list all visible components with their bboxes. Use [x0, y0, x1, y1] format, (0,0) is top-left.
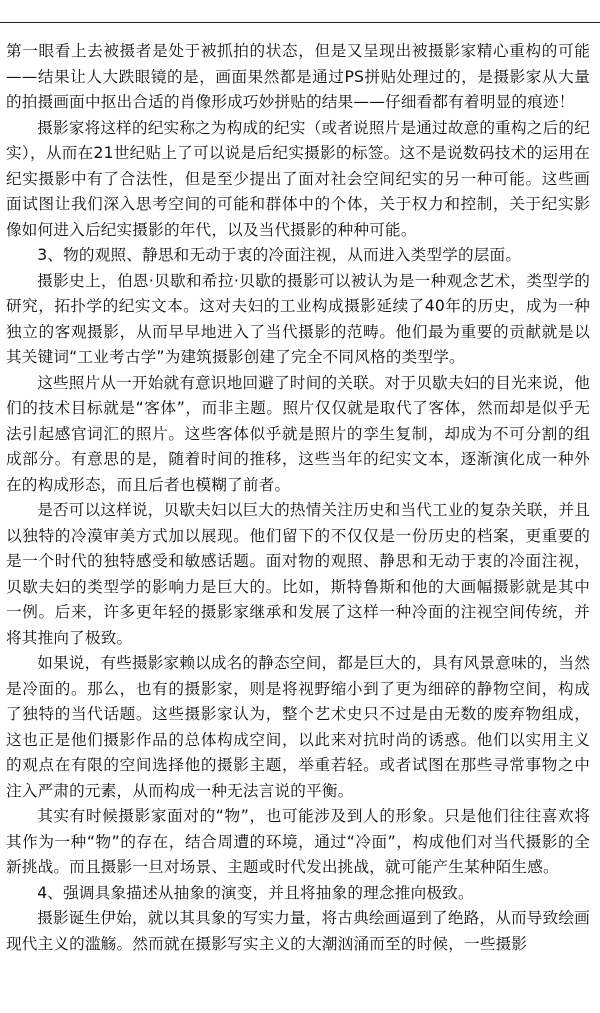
paragraph: 这些照片从一开始就有意识地回避了时间的关联。对于贝歇夫妇的目光来说，他们的技术目标就是“客体”，而非主题。照片仅仅就是取代了客体，然而却是似乎无法引起感官词汇的照片。这些客体似乎就是照片的孪生复制，却成为不可分割的组成部分。有意思的是，随着时间的推移，这些当年的纪实文本，逐渐演化成一种外在的构成形态，而且后者也模糊了前者。 — [6, 373, 590, 494]
paragraph: 摄影诞生伊始，就以其具象的写实力量，将古典绘画逼到了绝路，从而导致绘画现代主义的滥觞。然而就在摄影写实主义的大潮汹涌而至的时候，一些摄影 — [6, 909, 590, 953]
paragraph: 是否可以这样说，贝歇夫妇以巨大的热情关注历史和当代工业的复杂关联，并且以独特的冷漠审美方式加以展现。他们留下的不仅仅是一份历史的档案，更重要的是一个时代的独特感受和敏感话题。面对物的观照、静思和无动于衷的冷面注视，贝歇夫妇的类型学的影响力是巨大的。比如，斯特鲁斯和他的大画幅摄影就是其中一例。后来，许多更年轻的摄影家继承和发展了这样一种冷面的注视空间传统，并将其推向了极致。 — [6, 501, 590, 647]
paragraph: 如果说，有些摄影家赖以成名的静态空间，都是巨大的，具有风景意味的，当然是冷面的。那么，也有的摄影家，则是将视野缩小到了更为细碎的静物空间，构成了独特的当代话题。这些摄影家认为，整个艺术史只不过是由无数的废弃物组成，这也正是他们摄影作品的总体构成空间，以此来对抗时尚的诱惑。他们以实用主义的观点在有限的空间选择他的摄影主题，举重若轻。或者试图在那些寻常事物之中注入严肃的元素，从而构成一种无法言说的平衡。 — [6, 654, 590, 800]
section-heading-4: 4、强调具象描述从抽象的演变，并且将抽象的理念推向极致。 — [37, 883, 474, 902]
paragraph: 摄影家将这样的纪实称之为构成的纪实（或者说照片是通过故意的重构之后的纪实），从而在21世纪贴上了可以说是后纪实摄影的标签。这不是说数码技术的运用在纪实摄影中有了合法性，但是至少提出了面对社会空间纪实的另一种可能。这些画面试图让我们深入思考空间的可能和群体中的个体，关于权力和控制，关于纪实影像如何进入后纪实摄影的年代，以及当代摄影的种种可能。 — [6, 118, 590, 239]
paragraph: 其实有时候摄影家面对的“物”，也可能涉及到人的形象。只是他们往往喜欢将其作为一种“物”的存在，结合周遭的环境，通过“冷面”，构成他们对当代摄影的全新挑战。而且摄影一旦对场景、主题或时代发出挑战，就可能产生某种陌生感。 — [6, 807, 590, 876]
paragraph-continuation: 第一眼看上去被摄者是处于被抓拍的状态，但是又呈现出被摄影家精心重构的可能——结果让人大跌眼镜的是，画面果然都是通过PS拼贴处理过的，是摄影家从大量的拍摄画面中抠出合适的肖像形成巧妙拼贴的结果——仔细看都有着明显的痕迹！ — [6, 42, 590, 111]
paragraph: 摄影史上，伯恩·贝歇和希拉·贝歇的摄影可以被认为是一种观念艺术，类型学的研究，拓扑学的纪实文本。这对夫妇的工业构成摄影延续了40年的历史，成为一种独立的客观摄影，从而早早地进入了当代摄影的范畴。他们最为重要的贡献就是以其关键词“工业考古学”为建筑摄影创建了完全不同风格的类型学。 — [6, 271, 590, 366]
header-rule — [0, 22, 600, 23]
article-body — [6, 39, 590, 957]
section-heading-3: 3、物的观照、静思和无动于衷的冷面注视，从而进入类型学的层面。 — [37, 246, 522, 264]
